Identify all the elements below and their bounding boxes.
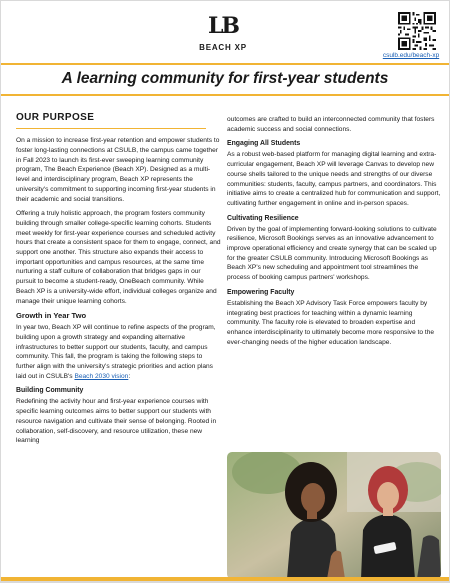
engaging-paragraph: As a robust web-based platform for managing digital learning and extra-curricular engagement, Beach XP will leverage Canvas to develop new course shells tailored to the unique needs and strengths of our diverse communities: students, faculty, campus partners, and coordinators. This initiative aims to create a centralized hub for communication and support, cultivating further engagement in online and in-person spaces. (227, 151, 441, 207)
lb-logo-mark: LB (207, 13, 239, 39)
students-photo (227, 452, 441, 579)
section-underline (16, 128, 206, 129)
footer-rule (1, 577, 449, 581)
page-title: A learning community for first-year students (61, 70, 389, 87)
logo-wordmark: BEACH XP (199, 43, 247, 52)
right-column (227, 115, 442, 352)
growth-text-end: : (128, 372, 131, 380)
subhead-cultivating: Cultivating Resilience (227, 214, 299, 222)
subhead-building-community: Building Community (16, 387, 84, 395)
beach-2030-link[interactable]: Beach 2030 vision (74, 372, 129, 380)
cultivating-paragraph: Driven by the goal of implementing forward-looking solutions to cultivate resilience, Microsoft Bookings serves as an innovative advancement to improve operational efficiency and create synergy that can be scaled up for the greater CSULB community. Introducing Microsoft Bookings as Beach XP's new scheduling and appointment tool streamlines the process of booking campus partners' workshops. (227, 225, 437, 282)
students-photo-illustration (227, 452, 441, 579)
qr-url-link[interactable]: csulb.edu/beach-xp (382, 52, 440, 59)
beach-xp-logo (193, 15, 253, 52)
growth-paragraph (16, 323, 221, 381)
header-top-rule (1, 63, 449, 65)
purpose-paragraph-2: Offering a truly holistic approach, the program fosters community building through smaller college-specific learning cohorts. Students meet weekly for first-year experience courses and scheduled activity hours that create a consistent space for them to engage, connect, and support one another. This structure also expands their access to important opportunities and campus resources, at the same time nurturing a staff culture of collaboration that bridges gaps in our pursuit to become a student-ready, OneBeach community. While Beach XP is a university-wide effort, individual colleges organize and manage their unique learning cohorts. (16, 210, 221, 305)
building-paragraph: Redefining the activity hour and first-year experience courses with specific learning outcomes aims to better support our students with resource navigation and cultivate their sense of belonging. Rooted in collaboration, self-discovery, and resource utilization, these new learning (16, 398, 217, 445)
purpose-paragraph-1: On a mission to increase first-year retention and empower students to foster long-lasting connections at CSULB, the campus came together in Fall 2023 to launch its first-ever sweeping learning community program, The Beach Experience (Beach XP). Designed as a multi-level and interdisciplinary program, Beach XP represents the university's commitment to supporting incoming first-year students in their academic and social transitions. (16, 137, 220, 203)
outcomes-paragraph: outcomes are crafted to build an interconnected community that fosters academic success and social connections. (227, 116, 435, 133)
subhead-engaging: Engaging All Students (227, 140, 301, 148)
header-bottom-rule (1, 94, 449, 96)
faculty-paragraph: Establishing the Beach XP Advisory Task Force empowers faculty by integrating best practices for teaching within a dynamic learning community. The faculty role is elevated to broaden expertise and enhance interdisciplinarity to ultimately become more responsive to the ever-changing needs of the higher education landscape. (227, 299, 435, 346)
subhead-growth: Growth in Year Two (16, 311, 87, 321)
section-title-purpose: OUR PURPOSE (16, 112, 95, 123)
subhead-faculty: Empowering Faculty (227, 288, 295, 296)
growth-text: In year two, Beach XP will continue to refine aspects of the program, building upon a growth strategy and expanding alternative infrastructures to better support our students, faculty, and campus community. This fall, the program is taking the following steps to further align with the university's strategic priorities and action plans laid out in CSULB's (16, 324, 216, 380)
left-column (16, 111, 221, 451)
qr-code-icon[interactable] (398, 12, 436, 50)
flyer-page (1, 1, 449, 581)
